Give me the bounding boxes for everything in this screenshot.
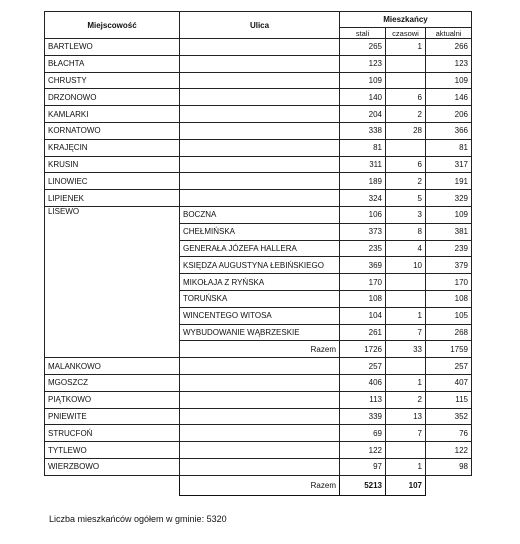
- cell-current: 381: [426, 223, 472, 240]
- population-table: [44, 11, 472, 496]
- cell-temporary: 2: [386, 106, 426, 123]
- cell-street: [180, 156, 340, 173]
- cell-place: PNIEWITE: [45, 408, 180, 425]
- cell-temporary: 6: [386, 156, 426, 173]
- cell-permanent: 339: [340, 408, 386, 425]
- cell-temporary: 10: [386, 257, 426, 274]
- cell-temporary: 2: [386, 173, 426, 190]
- cell-permanent: 204: [340, 106, 386, 123]
- cell-permanent: 69: [340, 425, 386, 442]
- cell-current: 317: [426, 156, 472, 173]
- cell-current: 146: [426, 89, 472, 106]
- cell-permanent: 373: [340, 223, 386, 240]
- cell-street: [180, 122, 340, 139]
- cell-temporary: [386, 358, 426, 375]
- header-current: aktualni: [426, 28, 472, 39]
- cell-place: KRUSIN: [45, 156, 180, 173]
- total-spacer: [45, 475, 180, 495]
- table-row: [45, 358, 472, 375]
- cell-street: [180, 139, 340, 156]
- cell-current: 115: [426, 391, 472, 408]
- cell-temporary: 7: [386, 425, 426, 442]
- cell-temporary: 28: [386, 122, 426, 139]
- cell-current: 329: [426, 190, 472, 207]
- cell-temporary: [386, 290, 426, 307]
- cell-permanent: 189: [340, 173, 386, 190]
- cell-current: 81: [426, 139, 472, 156]
- cell-permanent: 369: [340, 257, 386, 274]
- cell-street: [180, 89, 340, 106]
- table-row: [45, 122, 472, 139]
- cell-street: BOCZNA: [180, 206, 340, 223]
- cell-temporary: 3: [386, 206, 426, 223]
- cell-street: [180, 55, 340, 72]
- table-row: [45, 173, 472, 190]
- cell-current: 257: [426, 358, 472, 375]
- cell-permanent: 106: [340, 206, 386, 223]
- table-row: [45, 374, 472, 391]
- cell-permanent: 170: [340, 274, 386, 291]
- cell-current: 108: [426, 290, 472, 307]
- cell-permanent: 104: [340, 307, 386, 324]
- cell-permanent: 311: [340, 156, 386, 173]
- cell-place: KAMLARKI: [45, 106, 180, 123]
- cell-place: LIPIENEK: [45, 190, 180, 207]
- header-place: Miejscowość: [45, 12, 180, 39]
- cell-current: 191: [426, 173, 472, 190]
- cell-current: 1759: [426, 341, 472, 358]
- cell-temporary: 1: [386, 374, 426, 391]
- cell-current: 123: [426, 55, 472, 72]
- total-temporary: 107: [386, 475, 426, 495]
- table-row: [45, 39, 472, 56]
- cell-street: [180, 425, 340, 442]
- table-row: [45, 139, 472, 156]
- table-row: [45, 190, 472, 207]
- cell-current: 109: [426, 72, 472, 89]
- cell-permanent: 324: [340, 190, 386, 207]
- cell-permanent: 97: [340, 458, 386, 475]
- cell-place: DRZONOWO: [45, 89, 180, 106]
- header-permanent: stali: [340, 28, 386, 39]
- total-residents-note: Liczba mieszkańców ogółem w gminie: 5320: [49, 514, 227, 524]
- cell-permanent: 257: [340, 358, 386, 375]
- cell-place: BARTLEWO: [45, 39, 180, 56]
- cell-place: MALANKOWO: [45, 358, 180, 375]
- table-row: [45, 442, 472, 459]
- cell-current: 122: [426, 442, 472, 459]
- cell-permanent: 109: [340, 72, 386, 89]
- cell-street: [180, 358, 340, 375]
- cell-place: LINOWIEC: [45, 173, 180, 190]
- table-row: [45, 106, 472, 123]
- table-row: [45, 72, 472, 89]
- cell-current: 268: [426, 324, 472, 341]
- cell-street: GENERAŁA JÓZEFA HALLERA: [180, 240, 340, 257]
- cell-permanent: 338: [340, 122, 386, 139]
- cell-permanent: 123: [340, 55, 386, 72]
- cell-temporary: 7: [386, 324, 426, 341]
- cell-street: [180, 72, 340, 89]
- cell-permanent: 261: [340, 324, 386, 341]
- cell-street: CHEŁMIŃSKA: [180, 223, 340, 240]
- cell-place: BŁACHTA: [45, 55, 180, 72]
- cell-permanent: 235: [340, 240, 386, 257]
- cell-street: [180, 442, 340, 459]
- cell-temporary: [386, 72, 426, 89]
- cell-street: MIKOŁAJA Z RYŃSKA: [180, 274, 340, 291]
- cell-temporary: 13: [386, 408, 426, 425]
- table-row: [45, 391, 472, 408]
- cell-permanent: 1726: [340, 341, 386, 358]
- cell-place: KORNATOWO: [45, 122, 180, 139]
- cell-temporary: 33: [386, 341, 426, 358]
- cell-permanent: 113: [340, 391, 386, 408]
- table-row: [45, 408, 472, 425]
- cell-temporary: 1: [386, 307, 426, 324]
- cell-street: [180, 391, 340, 408]
- cell-temporary: 8: [386, 223, 426, 240]
- cell-temporary: 4: [386, 240, 426, 257]
- cell-current: 109: [426, 206, 472, 223]
- cell-current: 170: [426, 274, 472, 291]
- cell-temporary: [386, 55, 426, 72]
- cell-current: 407: [426, 374, 472, 391]
- cell-street: [180, 458, 340, 475]
- cell-street: [180, 374, 340, 391]
- cell-current: 266: [426, 39, 472, 56]
- cell-temporary: 2: [386, 391, 426, 408]
- cell-current: 239: [426, 240, 472, 257]
- cell-street: TORUŃSKA: [180, 290, 340, 307]
- table-row: [45, 89, 472, 106]
- total-spacer-right: [426, 475, 472, 495]
- cell-street: [180, 190, 340, 207]
- cell-temporary: [386, 442, 426, 459]
- cell-permanent: 406: [340, 374, 386, 391]
- grand-total-row: [45, 475, 472, 495]
- cell-current: 98: [426, 458, 472, 475]
- cell-street: [180, 408, 340, 425]
- cell-street: WYBUDOWANIE WĄBRZESKIE: [180, 324, 340, 341]
- cell-place: TYTLEWO: [45, 442, 180, 459]
- cell-place: MGOSZCZ: [45, 374, 180, 391]
- cell-temporary: 1: [386, 458, 426, 475]
- cell-temporary: 1: [386, 39, 426, 56]
- cell-place: PIĄTKOWO: [45, 391, 180, 408]
- cell-current: 76: [426, 425, 472, 442]
- cell-place: STRUCFOŃ: [45, 425, 180, 442]
- cell-permanent: 108: [340, 290, 386, 307]
- table-row: [45, 425, 472, 442]
- table-row: [45, 458, 472, 475]
- table-row: [45, 206, 472, 223]
- cell-temporary: [386, 139, 426, 156]
- total-permanent: 5213: [340, 475, 386, 495]
- cell-street: WINCENTEGO WITOSA: [180, 307, 340, 324]
- cell-street: [180, 173, 340, 190]
- cell-place: KRAJĘCIN: [45, 139, 180, 156]
- cell-permanent: 122: [340, 442, 386, 459]
- cell-current: 105: [426, 307, 472, 324]
- cell-current: 206: [426, 106, 472, 123]
- cell-temporary: 5: [386, 190, 426, 207]
- total-label: Razem: [180, 475, 340, 495]
- cell-place: WIERZBOWO: [45, 458, 180, 475]
- cell-temporary: [386, 274, 426, 291]
- cell-permanent: 81: [340, 139, 386, 156]
- cell-place: LISEWO: [45, 206, 180, 357]
- header-residents: Mieszkańcy: [340, 12, 472, 28]
- cell-street: KSIĘDZA AUGUSTYNA ŁEBIŃSKIEGO: [180, 257, 340, 274]
- cell-place: CHRUSTY: [45, 72, 180, 89]
- cell-current: 366: [426, 122, 472, 139]
- header-temporary: czasowi: [386, 28, 426, 39]
- header-street: Ulica: [180, 12, 340, 39]
- cell-street: [180, 39, 340, 56]
- cell-temporary: 6: [386, 89, 426, 106]
- cell-permanent: 140: [340, 89, 386, 106]
- table-row: [45, 156, 472, 173]
- cell-current: 352: [426, 408, 472, 425]
- subtotal-label: Razem: [180, 341, 340, 358]
- cell-permanent: 265: [340, 39, 386, 56]
- cell-street: [180, 106, 340, 123]
- cell-current: 379: [426, 257, 472, 274]
- table-row: [45, 55, 472, 72]
